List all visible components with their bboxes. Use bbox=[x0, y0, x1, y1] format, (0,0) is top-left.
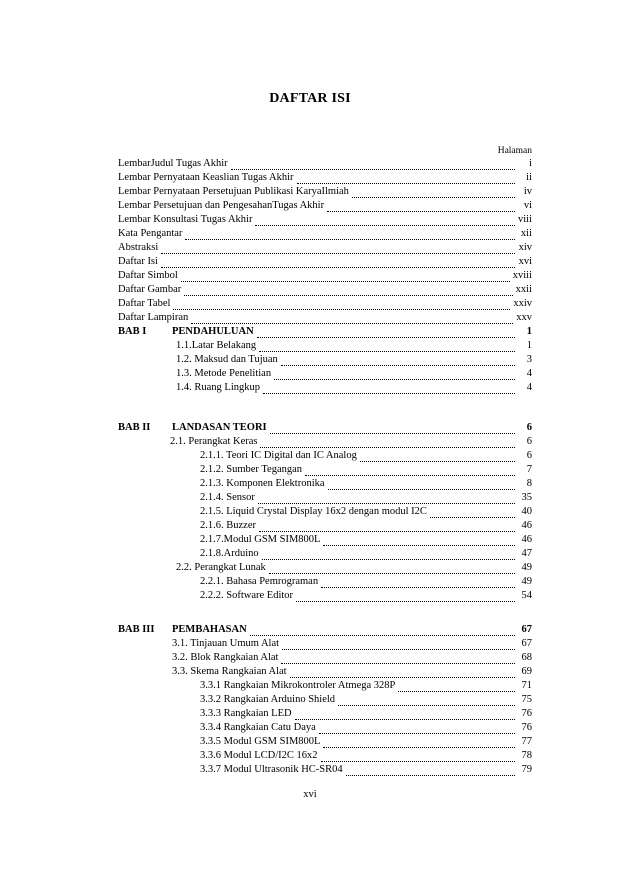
chapter-number: BAB I bbox=[118, 326, 147, 337]
toc-entry bbox=[118, 240, 532, 254]
dot-leader bbox=[269, 564, 515, 574]
toc-subsubentry bbox=[200, 546, 532, 560]
toc-subentry bbox=[176, 380, 532, 394]
toc-entry-page: 49 bbox=[521, 576, 532, 587]
toc-entry-page: xxiv bbox=[513, 298, 532, 309]
chapter-heading bbox=[118, 324, 532, 338]
toc-entry-page: iv bbox=[523, 186, 532, 197]
toc-subentry bbox=[176, 366, 532, 380]
toc-entry-page: ii bbox=[526, 172, 532, 183]
toc-entry-page: 8 bbox=[526, 478, 532, 489]
toc-entry-page: 68 bbox=[521, 652, 532, 663]
dot-leader bbox=[255, 216, 515, 226]
toc-entry-page: 76 bbox=[521, 708, 532, 719]
dot-leader bbox=[328, 480, 515, 490]
toc-entry-label: 2.1.2. Sumber Tegangan bbox=[200, 464, 303, 475]
chapter-title: PEMBAHASAN bbox=[172, 624, 247, 635]
toc-entry-label: Lembar Pernyataan Persetujuan Publikasi KaryaIlmiah bbox=[118, 186, 349, 197]
dot-leader bbox=[259, 522, 515, 532]
toc-entry bbox=[118, 170, 532, 184]
dot-leader bbox=[282, 640, 515, 650]
toc-entry-label: Abstraksi bbox=[118, 242, 159, 253]
dot-leader bbox=[281, 356, 515, 366]
toc-entry-page: 3 bbox=[526, 354, 532, 365]
toc-entry-label: Lembar Konsultasi Tugas Akhir bbox=[118, 214, 253, 225]
dot-leader bbox=[184, 286, 512, 296]
dot-leader bbox=[398, 682, 515, 692]
chapter-page: 1 bbox=[526, 326, 532, 337]
chapter-number: BAB III bbox=[118, 624, 155, 635]
dot-leader bbox=[430, 508, 515, 518]
toc-entry-page: 75 bbox=[521, 694, 532, 705]
toc-subsubentry bbox=[200, 504, 532, 518]
dot-leader bbox=[319, 724, 515, 734]
page-column-header: Halaman bbox=[497, 146, 532, 156]
toc-entry-page: 78 bbox=[521, 750, 532, 761]
toc-entry-label: 2.1.7.Modul GSM SIM800L bbox=[200, 534, 321, 545]
toc-entry-label: 2.1.6. Buzzer bbox=[200, 520, 256, 531]
toc-subsubentry bbox=[200, 532, 532, 546]
toc-entry-label: LembarJudul Tugas Akhir bbox=[118, 158, 228, 169]
toc-entry-label: 2.1.5. Liquid Crystal Display 16x2 dengan modul I2C bbox=[200, 506, 427, 517]
toc-entry-page: 49 bbox=[521, 562, 532, 573]
dot-leader bbox=[346, 766, 515, 776]
toc-entry-page: 7 bbox=[526, 464, 532, 475]
toc-subentry bbox=[172, 650, 532, 664]
toc-subentry bbox=[176, 560, 532, 574]
chapter-title: LANDASAN TEORI bbox=[172, 422, 267, 433]
dot-leader bbox=[360, 452, 515, 462]
toc-entry-label: 3.3.7 Modul Ultrasonik HC-SR04 bbox=[200, 764, 343, 775]
toc-entry bbox=[118, 296, 532, 310]
dot-leader bbox=[323, 536, 515, 546]
chapter-page: 6 bbox=[526, 422, 532, 433]
toc-entry-label: 2.1. Perangkat Keras bbox=[170, 436, 258, 447]
toc-entry-label: 3.2. Blok Rangkaian Alat bbox=[172, 652, 279, 663]
toc-entry-label: 2.1.1. Teori IC Digital dan IC Analog bbox=[200, 450, 357, 461]
toc-entry-page: 40 bbox=[521, 506, 532, 517]
toc-entry-label: Lembar Persetujuan dan PengesahanTugas Akhir bbox=[118, 200, 325, 211]
toc-entry-label: 3.3.1 Rangkaian Mikrokontroler Atmega 328P bbox=[200, 680, 396, 691]
toc-entry-label: 1.3. Metode Penelitian bbox=[176, 368, 272, 379]
toc-entry bbox=[118, 282, 532, 296]
toc-entry-page: 69 bbox=[521, 666, 532, 677]
toc-entry-label: 2.1.4. Sensor bbox=[200, 492, 255, 503]
dot-leader bbox=[281, 654, 515, 664]
toc-entry bbox=[118, 268, 532, 282]
toc-entry-page: 6 bbox=[526, 450, 532, 461]
dot-leader bbox=[270, 424, 515, 434]
toc-entry-page: 47 bbox=[521, 548, 532, 559]
toc-entry-label: 2.2.1. Bahasa Pemrograman bbox=[200, 576, 319, 587]
toc-entry bbox=[118, 156, 532, 170]
toc-entry-page: xxv bbox=[516, 312, 532, 323]
toc-entry-page: xii bbox=[520, 228, 532, 239]
toc-subsubentry bbox=[200, 518, 532, 532]
toc-subsubentry bbox=[200, 748, 532, 762]
dot-leader bbox=[321, 578, 515, 588]
toc-entry bbox=[118, 226, 532, 240]
toc-subsubentry bbox=[200, 762, 532, 776]
toc-subentry bbox=[176, 352, 532, 366]
dot-leader bbox=[352, 188, 515, 198]
page-number: xvi bbox=[303, 789, 317, 800]
toc-entry-label: 3.3.5 Modul GSM SIM800L bbox=[200, 736, 321, 747]
chapter-heading bbox=[118, 622, 532, 636]
dot-leader bbox=[263, 384, 515, 394]
dot-leader bbox=[323, 738, 515, 748]
toc-entry-page: 79 bbox=[521, 764, 532, 775]
toc-subsubentry bbox=[200, 706, 532, 720]
dot-leader bbox=[257, 328, 515, 338]
dot-leader bbox=[327, 202, 515, 212]
toc-subentry bbox=[170, 434, 532, 448]
toc-entry-label: Daftar Isi bbox=[118, 256, 158, 267]
toc-entry-label: 3.3.6 Modul LCD/I2C 16x2 bbox=[200, 750, 318, 761]
toc-entry-page: 6 bbox=[526, 436, 532, 447]
toc-entry-label: Kata Pengantar bbox=[118, 228, 183, 239]
toc-entry-label: Daftar Tabel bbox=[118, 298, 171, 309]
dot-leader bbox=[295, 710, 515, 720]
toc-entry-page: 4 bbox=[526, 382, 532, 393]
toc-entry-page: 76 bbox=[521, 722, 532, 733]
toc-subsubentry bbox=[200, 462, 532, 476]
dot-leader bbox=[191, 314, 513, 324]
toc-entry-page: xviii bbox=[512, 270, 532, 281]
toc-subentry bbox=[176, 338, 532, 352]
toc-entry bbox=[118, 254, 532, 268]
dot-leader bbox=[297, 174, 515, 184]
page-title: DAFTAR ISI bbox=[269, 91, 351, 106]
dot-leader bbox=[260, 438, 515, 448]
toc-subsubentry bbox=[200, 588, 532, 602]
toc-entry-page: xvi bbox=[518, 256, 532, 267]
toc-entry-page: 46 bbox=[521, 520, 532, 531]
toc-subsubentry bbox=[200, 734, 532, 748]
toc-subsubentry bbox=[200, 476, 532, 490]
toc-entry-page: 4 bbox=[526, 368, 532, 379]
toc-subentry bbox=[172, 636, 532, 650]
toc-subentry bbox=[172, 664, 532, 678]
dot-leader bbox=[173, 300, 510, 310]
dot-leader bbox=[338, 696, 515, 706]
toc-subsubentry bbox=[200, 678, 532, 692]
toc-subsubentry bbox=[200, 490, 532, 504]
toc-entry-page: 71 bbox=[521, 680, 532, 691]
toc-entry-page: 1 bbox=[526, 340, 532, 351]
toc-entry-label: 3.3.2 Rangkaian Arduino Shield bbox=[200, 694, 336, 705]
toc-entry-page: 35 bbox=[521, 492, 532, 503]
chapter-number: BAB II bbox=[118, 422, 151, 433]
toc-entry-page: xxii bbox=[515, 284, 532, 295]
toc-subsubentry bbox=[200, 448, 532, 462]
dot-leader bbox=[321, 752, 515, 762]
dot-leader bbox=[258, 494, 515, 504]
chapter-page: 67 bbox=[521, 624, 532, 635]
chapter-title: PENDAHULUAN bbox=[172, 326, 254, 337]
toc-entry-label: 2.1.8.Arduino bbox=[200, 548, 259, 559]
dot-leader bbox=[161, 244, 515, 254]
toc-entry-page: 67 bbox=[521, 638, 532, 649]
chapter-heading bbox=[118, 420, 532, 434]
toc-entry-page: i bbox=[529, 158, 532, 169]
toc-entry-page: viii bbox=[517, 214, 532, 225]
toc-entry bbox=[118, 198, 532, 212]
toc-subsubentry bbox=[200, 692, 532, 706]
dot-leader bbox=[161, 258, 515, 268]
toc-entry bbox=[118, 184, 532, 198]
toc-entry-label: 2.2. Perangkat Lunak bbox=[176, 562, 266, 573]
toc-entry-label: 1.2. Maksud dan Tujuan bbox=[176, 354, 278, 365]
toc-subsubentry bbox=[200, 574, 532, 588]
toc-entry bbox=[118, 310, 532, 324]
dot-leader bbox=[250, 626, 515, 636]
dot-leader bbox=[181, 272, 510, 282]
dot-leader bbox=[185, 230, 515, 240]
dot-leader bbox=[290, 668, 515, 678]
toc-entry-label: 1.1.Latar Belakang bbox=[176, 340, 257, 351]
toc-entry-label: 1.4. Ruang Lingkup bbox=[176, 382, 260, 393]
toc-entry-label: Daftar Gambar bbox=[118, 284, 182, 295]
toc-entry-label: 2.1.3. Komponen Elektronika bbox=[200, 478, 325, 489]
toc-entry-label: 3.3.4 Rangkaian Catu Daya bbox=[200, 722, 316, 733]
toc-entry-page: 46 bbox=[521, 534, 532, 545]
toc-entry-label: 3.3. Skema Rangkaian Alat bbox=[172, 666, 287, 677]
dot-leader bbox=[296, 592, 515, 602]
toc-entry-page: xiv bbox=[518, 242, 532, 253]
toc-entry-label: Lembar Pernyataan Keaslian Tugas Akhir bbox=[118, 172, 294, 183]
toc-entry-page: vi bbox=[523, 200, 532, 211]
dot-leader bbox=[305, 466, 515, 476]
toc-entry-page: 54 bbox=[521, 590, 532, 601]
toc-entry-label: Daftar Lampiran bbox=[118, 312, 189, 323]
toc-entry-label: Daftar Simbol bbox=[118, 270, 178, 281]
toc-entry-label: 3.1. Tinjauan Umum Alat bbox=[172, 638, 280, 649]
dot-leader bbox=[259, 342, 515, 352]
toc-entry-label: 2.2.2. Software Editor bbox=[200, 590, 294, 601]
dot-leader bbox=[274, 370, 515, 380]
dot-leader bbox=[262, 550, 515, 560]
toc-entry bbox=[118, 212, 532, 226]
toc-entry-label: 3.3.3 Rangkaian LED bbox=[200, 708, 292, 719]
toc-subsubentry bbox=[200, 720, 532, 734]
dot-leader bbox=[231, 160, 515, 170]
toc-entry-page: 77 bbox=[521, 736, 532, 747]
